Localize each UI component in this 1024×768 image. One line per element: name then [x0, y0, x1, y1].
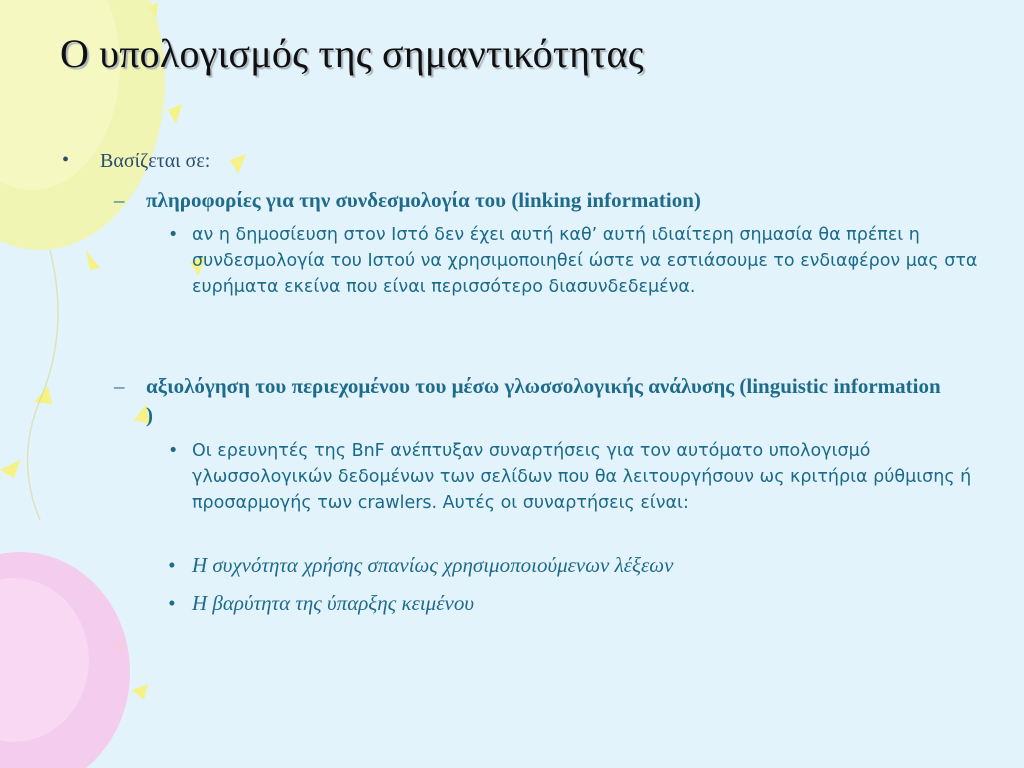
top-bullet-text: Βασίζεται σε: [100, 150, 211, 172]
sub-bullet-marker: • [168, 225, 179, 245]
section-heading: αξιολόγηση του περιεχομένου του μέσω γλωσσολογικής ανάλυσης (linguistic information ) [146, 374, 941, 427]
dash-marker: – [114, 188, 125, 212]
sub-bullet-text: Η συχνότητα χρήσης σπανίως χρησιμοποιούμενων λέξεων [192, 553, 674, 577]
sub-bullet-text: Η βαρύτητα της ύπαρξης κειμένου [192, 591, 474, 615]
sub-bullet-marker: • [168, 553, 176, 577]
slide-title: Ο υπολογισμός της σημαντικότητας [60, 31, 644, 76]
sub-bullet-marker: • [168, 591, 176, 615]
bullet-marker: • [62, 149, 70, 171]
sub-bullet-marker: • [168, 441, 179, 461]
sub-bullet-text: Οι ερευνητές της BnF ανέπτυξαν συναρτήσεις για τον αυτόματο υπολογισμό γλωσσολογικών δεδομένων των σελίδων που θα λειτουργήσουν ως κριτήρια ρύθμισης ή προσαρμογής των crawlers. Αυτές οι συναρτήσεις είναι: [192, 441, 972, 513]
dash-marker: – [114, 374, 125, 398]
sub-bullet-text: αν η δημοσίευση στον Ιστό δεν έχει αυτή καθ’ αυτή ιδιαίτερη σημασία θα πρέπει η συνδεσμολογία του Ιστού να χρησιμοποιηθεί ώστε να εστιάσουμε το ενδιαφέρον μας στα ευρήματα εκείνα που είναι περισσότερο διασυνδεδεμένα. [192, 225, 978, 297]
section-heading: πληροφορίες για την συνδεσμολογία του (linking information) [146, 188, 701, 212]
